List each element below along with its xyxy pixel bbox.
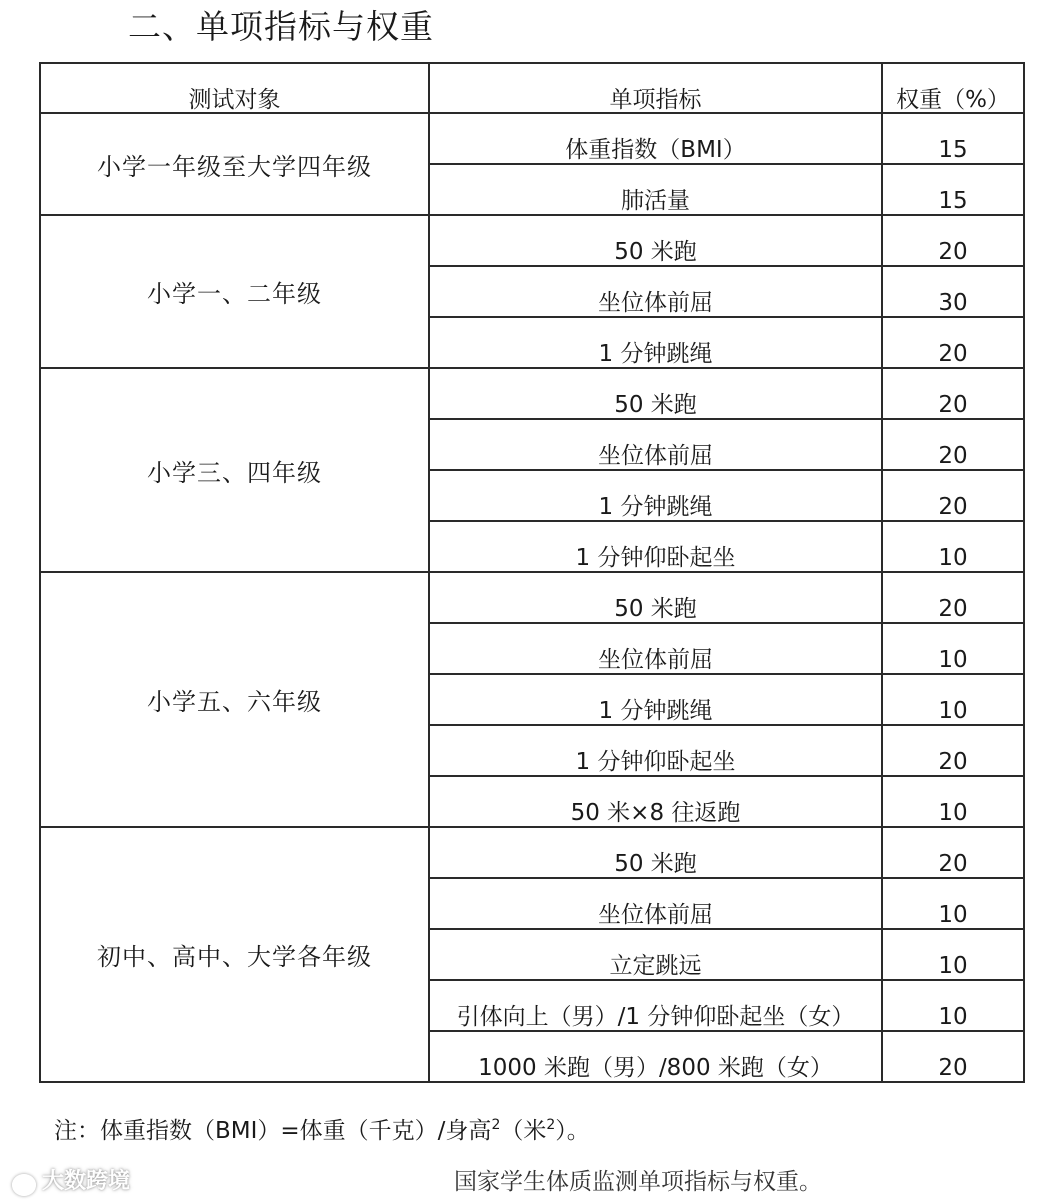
subject-cell: 小学三、四年级 xyxy=(40,368,429,572)
item-cell: 坐位体前屈 xyxy=(429,419,882,470)
item-cell: 肺活量 xyxy=(429,164,882,215)
item-cell: 50 米跑 xyxy=(429,368,882,419)
table-row xyxy=(40,368,1024,419)
table-row xyxy=(40,215,1024,266)
item-cell: 50 米跑 xyxy=(429,572,882,623)
weight-cell: 15 xyxy=(882,113,1024,164)
image-caption: 国家学生体质监测单项指标与权重。 xyxy=(454,1169,822,1195)
watermark-logo-icon xyxy=(10,1171,38,1193)
weight-cell: 15 xyxy=(882,164,1024,215)
item-cell: 1000 米跑（男）/800 米跑（女） xyxy=(429,1031,882,1082)
item-cell: 1 分钟仰卧起坐 xyxy=(429,521,882,572)
weight-cell: 10 xyxy=(882,929,1024,980)
footnote-middle: （米 xyxy=(500,1118,547,1144)
weight-cell: 30 xyxy=(882,266,1024,317)
weight-cell: 10 xyxy=(882,878,1024,929)
table-row xyxy=(40,572,1024,623)
watermark xyxy=(10,1166,130,1198)
weight-cell: 20 xyxy=(882,572,1024,623)
footnote xyxy=(54,1108,590,1148)
item-cell: 体重指数（BMI） xyxy=(429,113,882,164)
subject-cell: 小学五、六年级 xyxy=(40,572,429,827)
footnote-prefix: 注：体重指数（BMI）=体重（千克）/身高 xyxy=(54,1118,492,1144)
weight-cell: 10 xyxy=(882,674,1024,725)
weight-cell: 20 xyxy=(882,419,1024,470)
header-weight: 权重（%） xyxy=(882,63,1024,113)
weight-cell: 10 xyxy=(882,776,1024,827)
weight-cell: 20 xyxy=(882,215,1024,266)
weight-cell: 10 xyxy=(882,623,1024,674)
subject-cell: 小学一年级至大学四年级 xyxy=(40,113,429,215)
watermark-text: 大数跨境 xyxy=(42,1169,131,1194)
item-cell: 50 米×8 往返跑 xyxy=(429,776,882,827)
weight-cell: 10 xyxy=(882,521,1024,572)
weight-cell: 20 xyxy=(882,1031,1024,1082)
item-cell: 1 分钟仰卧起坐 xyxy=(429,725,882,776)
item-cell: 50 米跑 xyxy=(429,215,882,266)
weight-cell: 20 xyxy=(882,470,1024,521)
item-cell: 坐位体前屈 xyxy=(429,266,882,317)
table-row xyxy=(40,827,1024,878)
item-cell: 1 分钟跳绳 xyxy=(429,317,882,368)
item-cell: 立定跳远 xyxy=(429,929,882,980)
section-title: 二、单项指标与权重 xyxy=(128,7,434,46)
header-item: 单项指标 xyxy=(429,63,882,113)
item-cell: 50 米跑 xyxy=(429,827,882,878)
subject-cell: 初中、高中、大学各年级 xyxy=(40,827,429,1082)
weight-cell: 20 xyxy=(882,725,1024,776)
weight-cell: 10 xyxy=(882,980,1024,1031)
item-cell: 引体向上（男）/1 分钟仰卧起坐（女） xyxy=(429,980,882,1031)
weight-cell: 20 xyxy=(882,317,1024,368)
item-cell: 1 分钟跳绳 xyxy=(429,674,882,725)
footnote-superscript: 2 xyxy=(491,1117,501,1133)
table-header-row xyxy=(40,63,1024,113)
item-cell: 坐位体前屈 xyxy=(429,623,882,674)
weights-table xyxy=(39,62,1025,1083)
footnote-suffix: ）。 xyxy=(555,1118,590,1144)
weight-cell: 20 xyxy=(882,827,1024,878)
table-row xyxy=(40,113,1024,164)
item-cell: 坐位体前屈 xyxy=(429,878,882,929)
item-cell: 1 分钟跳绳 xyxy=(429,470,882,521)
header-subject: 测试对象 xyxy=(40,63,429,113)
footnote-superscript: 2 xyxy=(546,1117,556,1133)
subject-cell: 小学一、二年级 xyxy=(40,215,429,368)
weight-cell: 20 xyxy=(882,368,1024,419)
